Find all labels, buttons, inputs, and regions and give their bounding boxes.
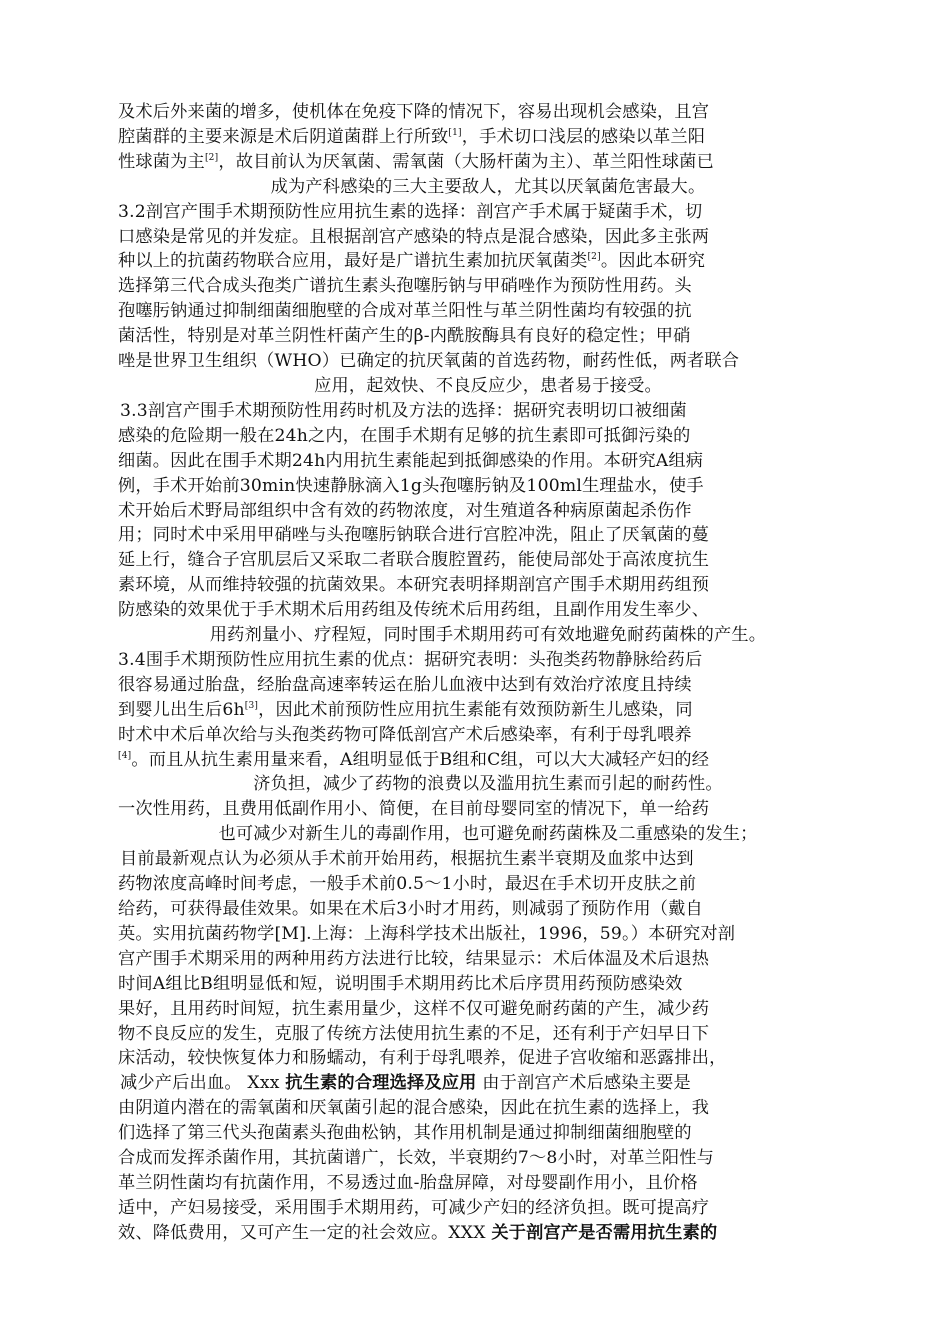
text-line: 革兰阴性菌均有抗菌作用，不易透过血-胎盘屏障，对母婴副作用小，且价格 <box>118 1172 698 1193</box>
bold-heading: 抗生素的合理选择及应用 <box>285 1073 477 1094</box>
text-line: 宫产围手术期采用的两种用药方法进行比较，结果显示：术后体温及术后退热 <box>118 948 710 969</box>
text-line <box>118 1071 858 1096</box>
text-segment: 。而且从抗生素用量来看，A组明显低于B组和C组，可以大大减轻产妇的经 <box>131 749 710 770</box>
text-segment: 性球菌为主 <box>118 151 205 172</box>
text-line: 们选择了第三代头孢菌素头孢曲松钠，其作用机制是通过抑制细菌细胞壁的 <box>118 1123 692 1144</box>
text-segment: 。因此本研究 <box>600 251 706 272</box>
text-line: 细菌。因此在围手术期24h内用抗生素能起到抵御感染的作用。本研究A组病 <box>118 450 704 471</box>
text-line: 一次性用药，且费用低副作用小、简便，在目前母婴同室的情况下，单一给药 <box>118 799 710 820</box>
citation-marker: [2] <box>587 252 601 263</box>
text-line: 成为产科感染的三大主要敌人，尤其以厌氧菌危害最大。 <box>270 176 706 197</box>
text-line <box>118 698 858 723</box>
text-line: 3.4围手术期预防性应用抗生素的优点：据研究表明：头孢类药物静脉给药后 <box>118 649 703 670</box>
text-line: 目前最新观点认为必须从手术前开始用药，根据抗生素半衰期及血浆中达到 <box>120 849 694 870</box>
text-line: 药物浓度高峰时间考虑，一般手术前0.5～1小时，最迟在手术切开皮肤之前 <box>118 874 697 895</box>
bold-heading: 关于剖宫产是否需用抗生素的 <box>491 1222 718 1243</box>
citation-marker: [4] <box>118 750 132 761</box>
citation-marker: [3] <box>244 700 259 711</box>
document-body <box>118 100 858 1246</box>
text-segment: 种以上的抗菌药物联合应用，最好是广谱抗生素加抗厌氧菌类 <box>118 251 588 272</box>
text-line: 床活动，较快恢复体力和肠蠕动，有利于母乳喂养，促进子宫收缩和恶露排出， <box>118 1048 727 1069</box>
text-segment: ，因此术前预防性应用抗生素能有效预防新生儿感染，同 <box>258 699 693 720</box>
text-line: 素环境，从而维持较强的抗菌效果。本研究表明择期剖宫产围手术期用药组预 <box>118 575 710 596</box>
text-line: 例，手术开始前30min快速静脉滴入1g头孢噻肟钠及100ml生理盐水，使手 <box>118 475 704 496</box>
text-segment: 效、降低费用，又可产生一定的社会效应。XXX <box>118 1222 492 1243</box>
text-line: 用；同时术中采用甲硝唑与头孢噻肟钠联合进行宫腔冲洗，阻止了厌氧菌的蔓 <box>118 525 710 546</box>
text-line: 适中，产妇易接受，采用围手术期用药，可减少产妇的经济负担。既可提高疗 <box>118 1197 710 1218</box>
text-line: 及术后外来菌的增多，使机体在免疫下降的情况下，容易出现机会感染，且宫 <box>118 102 710 122</box>
text-line: 菌活性，特别是对革兰阴性杆菌产生的β-内酰胺酶具有良好的稳定性；甲硝 <box>118 326 691 347</box>
text-line: 应用，起效快、不良反应少，患者易于接受。 <box>314 375 662 396</box>
text-segment: 到婴儿出生后6h <box>118 699 245 720</box>
text-line: 时间A组比B组明显低和短，说明围手术期用药比术后序贯用药预防感染效 <box>118 973 683 994</box>
text-line: 3.2剖宫产围手术期预防性应用抗生素的选择：剖宫产手术属于疑菌手术，切 <box>118 201 703 222</box>
text-line: 合成而发挥杀菌作用，其抗菌谱广，长效，半衰期约7～8小时，对革兰阳性与 <box>118 1148 715 1169</box>
text-line: 感染的危险期一般在24h之内，在围手术期有足够的抗生素即可抵御污染的 <box>118 425 691 446</box>
text-line: 口感染是常见的并发症。且根据剖宫产感染的特点是混合感染，因此多主张两 <box>118 226 710 247</box>
text-line: 术开始后术野局部组织中含有效的药物浓度，对生殖道各种病原菌起杀伤作 <box>118 500 692 521</box>
text-line: 时术中术后单次给与头孢类药物可降低剖宫产术后感染率，有利于母乳喂养 <box>118 724 692 745</box>
text-line: 给药，可获得最佳效果。如果在术后3小时才用药，则减弱了预防作用（戴自 <box>118 899 703 919</box>
text-line: 济负担，减少了药物的浪费以及滥用抗生素而引起的耐药性。 <box>253 774 723 795</box>
text-line: 也可减少对新生儿的毒副作用，也可避免耐药菌株及二重感染的发生； <box>218 824 758 845</box>
text-line: 果好，且用药时间短，抗生素用量少，这样不仅可避免耐药菌的产生，减少药 <box>118 998 710 1019</box>
text-line <box>118 249 858 274</box>
text-line: 选择第三代合成头孢类广谱抗生素头孢噻肟钠与甲硝唑作为预防性用药。头 <box>118 276 692 297</box>
text-line: 物不良反应的发生，克服了传统方法使用抗生素的不足，还有利于产妇早日下 <box>118 1023 710 1044</box>
text-line: 3.3剖宫产围手术期预防性用药时机及方法的选择：据研究表明切口被细菌 <box>120 400 687 421</box>
text-line: 英。实用抗菌药物学[M].上海：上海科学技术出版社，1996，59。）本研究对剖 <box>118 923 736 944</box>
text-line: 防感染的效果优于手术期术后用药组及传统术后用药组，且副作用发生率少、 <box>118 600 710 621</box>
text-segment: 由于剖宫产术后感染主要是 <box>476 1073 691 1094</box>
text-line: 唑是世界卫生组织（WHO）已确定的抗厌氧菌的首选药物，耐药性低，两者联合 <box>118 351 740 372</box>
text-line <box>118 150 858 175</box>
text-line: 延上行，缝合子宫肌层后又采取二者联合腹腔置药，能使局部处于高浓度抗生 <box>118 550 710 571</box>
text-segment: ，手术切口浅层的感染以革兰阳 <box>461 126 706 147</box>
text-segment: ，故目前认为厌氧菌、需氧菌（大肠杆菌为主）、革兰阳性球菌已 <box>218 151 714 172</box>
text-segment: 减少产后出血。 Xxx <box>120 1073 286 1094</box>
citation-marker: [1] <box>448 127 462 138</box>
text-line <box>118 125 858 150</box>
text-line <box>118 748 858 773</box>
text-line: 用药剂量小、疗程短，同时围手术期用药可有效地避免耐药菌株的产生。 <box>209 625 767 646</box>
citation-marker: [2] <box>204 152 219 163</box>
text-line: 由阴道内潜在的需氧菌和厌氧菌引起的混合感染，因此在抗生素的选择上，我 <box>118 1098 710 1119</box>
text-line: 很容易通过胎盘，经胎盘高速率转运在胎儿血液中达到有效治疗浓度且持续 <box>118 674 692 695</box>
text-line <box>118 1221 858 1246</box>
text-segment: 腔菌群的主要来源是术后阴道菌群上行所致 <box>118 126 449 147</box>
text-line: 孢噻肟钠通过抑制细菌细胞壁的合成对革兰阳性与革兰阴性菌均有较强的抗 <box>118 301 692 322</box>
